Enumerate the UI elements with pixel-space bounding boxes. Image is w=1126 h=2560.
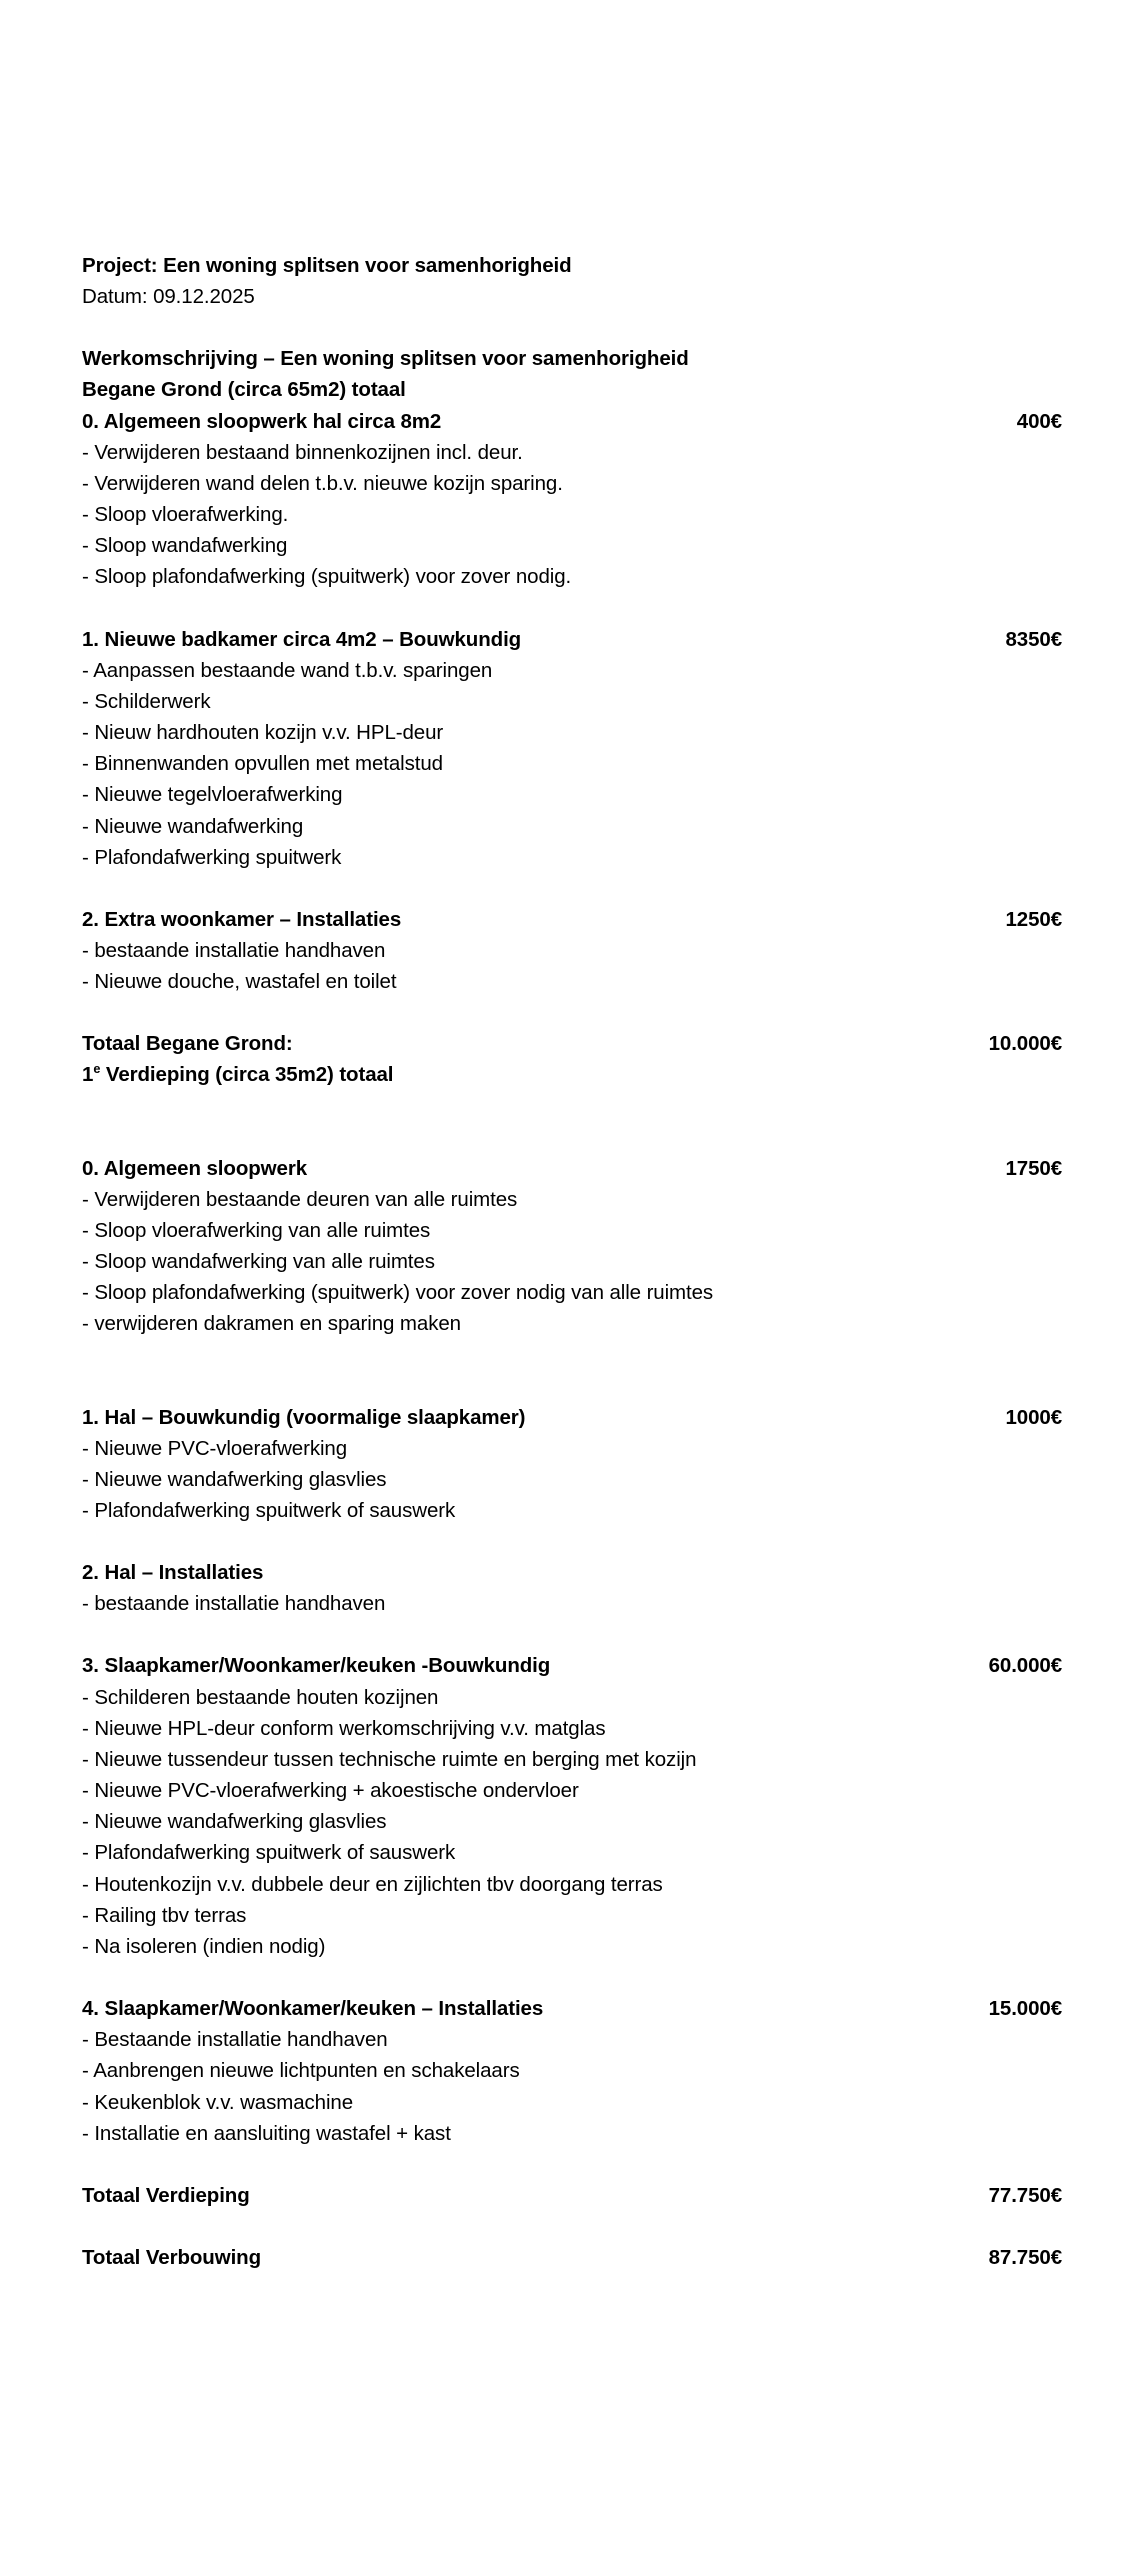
list-item: - Nieuwe PVC-vloerafwerking xyxy=(82,1436,348,1460)
section-price: 400€ xyxy=(1016,409,1062,433)
spacer xyxy=(82,2211,1062,2242)
spacer xyxy=(82,593,1062,624)
grand-total-price: 87.750€ xyxy=(988,2245,1062,2269)
spacer xyxy=(82,1526,1062,1557)
first-floor-heading-number: 1 xyxy=(82,1063,94,1087)
list-item: - Na isoleren (indien nodig) xyxy=(82,1934,326,1958)
spacer xyxy=(82,2149,1062,2180)
spacer xyxy=(82,873,1062,904)
list-item: - Bestaande installatie handhaven xyxy=(82,2028,388,2052)
list-item: - Verwijderen wand delen t.b.v. nieuwe kozijn sparing. xyxy=(82,471,563,495)
list-item: - Binnenwanden opvullen met metalstud xyxy=(82,752,443,776)
first-floor-total-price: 77.750€ xyxy=(988,2183,1062,2207)
document-date: Datum: 09.12.2025 xyxy=(82,285,255,309)
spacer xyxy=(82,997,1062,1028)
section-price: 1000€ xyxy=(1005,1405,1062,1429)
section-price: 60.000€ xyxy=(988,1654,1062,1678)
section-title: 0. Algemeen sloopwerk hal circa 8m2 xyxy=(82,409,442,433)
section-item-list xyxy=(82,1588,1062,1619)
spacer xyxy=(82,1091,1062,1122)
list-item: - Nieuwe wandafwerking glasvlies xyxy=(82,1467,387,1491)
spacer xyxy=(82,1340,1062,1371)
list-item: - Schilderwerk xyxy=(82,689,211,713)
list-item: - Nieuwe PVC-vloerafwerking + akoestische ondervloer xyxy=(82,1779,579,1803)
section-header-row xyxy=(82,624,1062,655)
section-item-list xyxy=(82,1433,1062,1526)
work-description-heading: Werkomschrijving – Een woning splitsen voor samenhorigheid xyxy=(82,347,689,371)
list-item: - Sloop plafondafwerking (spuitwerk) voor zover nodig. xyxy=(82,565,572,589)
section-header-row xyxy=(82,1153,1062,1184)
list-item: - Nieuwe douche, wastafel en toilet xyxy=(82,970,397,994)
ground-floor-total-price: 10.000€ xyxy=(988,1032,1062,1056)
section-header-row xyxy=(82,1650,1062,1681)
first-floor-heading xyxy=(82,1059,1062,1090)
grand-total-label: Totaal Verbouwing xyxy=(82,2245,262,2269)
section-title: 0. Algemeen sloopwerk xyxy=(82,1156,307,1180)
grand-total-row xyxy=(82,2242,1062,2273)
list-item: - Keukenblok v.v. wasmachine xyxy=(82,2090,354,2114)
section-title: 2. Extra woonkamer – Installaties xyxy=(82,907,402,931)
list-item: - Sloop wandafwerking van alle ruimtes xyxy=(82,1250,435,1274)
section-item-list xyxy=(82,1682,1062,1962)
ground-floor-total-label: Totaal Begane Grond: xyxy=(82,1032,293,1056)
list-item: - Verwijderen bestaand binnenkozijnen incl. deur. xyxy=(82,440,523,464)
list-item: - Sloop vloerafwerking van alle ruimtes xyxy=(82,1218,431,1242)
list-item: - Nieuwe wandafwerking xyxy=(82,814,304,838)
first-floor-heading-ordinal-suffix: e xyxy=(93,1061,101,1077)
list-item: - Aanbrengen nieuwe lichtpunten en schakelaars xyxy=(82,2059,520,2083)
list-item: - Houtenkozijn v.v. dubbele deur en zijlichten tbv doorgang terras xyxy=(82,1872,663,1896)
ground-floor-heading: Begane Grond (circa 65m2) totaal xyxy=(82,378,406,402)
spacer xyxy=(82,312,1062,343)
list-item: - Plafondafwerking spuitwerk xyxy=(82,845,342,869)
section-price: 1750€ xyxy=(1005,1156,1062,1180)
list-item: - Railing tbv terras xyxy=(82,1903,247,1927)
spacer xyxy=(82,1122,1062,1153)
list-item: - Nieuwe tegelvloerafwerking xyxy=(82,783,343,807)
list-item: - Nieuwe wandafwerking glasvlies xyxy=(82,1810,387,1834)
list-item: - Verwijderen bestaande deuren van alle ruimtes xyxy=(82,1187,518,1211)
first-floor-total-row xyxy=(82,2180,1062,2211)
list-item: - verwijderen dakramen en sparing maken xyxy=(82,1312,461,1336)
section-header-row xyxy=(82,904,1062,935)
section-header-row xyxy=(82,1402,1062,1433)
list-item: - Schilderen bestaande houten kozijnen xyxy=(82,1685,439,1709)
section-item-list xyxy=(82,2024,1062,2149)
ground-floor-total-row xyxy=(82,1028,1062,1059)
first-floor-heading-text: Verdieping (circa 35m2) totaal xyxy=(100,1063,394,1087)
section-header-row xyxy=(82,406,1062,437)
section-header-row xyxy=(82,1557,1062,1588)
section-title: 4. Slaapkamer/Woonkamer/keuken – Installaties xyxy=(82,1997,544,2021)
list-item: - Aanpassen bestaande wand t.b.v. sparingen xyxy=(82,658,493,682)
section-header-row xyxy=(82,1993,1062,2024)
spacer xyxy=(82,1962,1062,1993)
section-item-list xyxy=(82,437,1062,593)
section-title: 1. Nieuwe badkamer circa 4m2 – Bouwkundig xyxy=(82,627,522,651)
list-item: - Plafondafwerking spuitwerk of sauswerk xyxy=(82,1841,456,1865)
section-price: 15.000€ xyxy=(988,1997,1062,2021)
section-item-list xyxy=(82,655,1062,873)
section-title: 1. Hal – Bouwkundig (voormalige slaapkamer) xyxy=(82,1405,526,1429)
section-item-list xyxy=(82,1184,1062,1340)
section-item-list xyxy=(82,935,1062,997)
spacer xyxy=(82,1371,1062,1402)
section-price: 1250€ xyxy=(1005,907,1062,931)
list-item: - Plafondafwerking spuitwerk of sauswerk xyxy=(82,1499,456,1522)
list-item: - Nieuwe HPL-deur conform werkomschrijving v.v. matglas xyxy=(82,1716,606,1740)
section-price: 8350€ xyxy=(1005,627,1062,651)
list-item: - Installatie en aansluiting wastafel + kast xyxy=(82,2121,451,2145)
list-item: - Sloop vloerafwerking. xyxy=(82,503,289,527)
list-item: - Sloop wandafwerking xyxy=(82,534,288,558)
section-title: 3. Slaapkamer/Woonkamer/keuken -Bouwkundig xyxy=(82,1654,551,1678)
page-title: Project: Een woning splitsen voor samenhorigheid xyxy=(82,254,572,277)
list-item: - bestaande installatie handhaven xyxy=(82,938,386,962)
list-item: - Sloop plafondafwerking (spuitwerk) voor zover nodig van alle ruimtes xyxy=(82,1281,714,1305)
first-floor-total-label: Totaal Verdieping xyxy=(82,2183,250,2207)
list-item: - Nieuwe tussendeur tussen technische ruimte en berging met kozijn xyxy=(82,1747,697,1771)
section-title: 2. Hal – Installaties xyxy=(82,1561,264,1585)
list-item: - bestaande installatie handhaven xyxy=(82,1592,386,1616)
list-item: - Nieuw hardhouten kozijn v.v. HPL-deur xyxy=(82,721,444,745)
spacer xyxy=(82,1619,1062,1650)
